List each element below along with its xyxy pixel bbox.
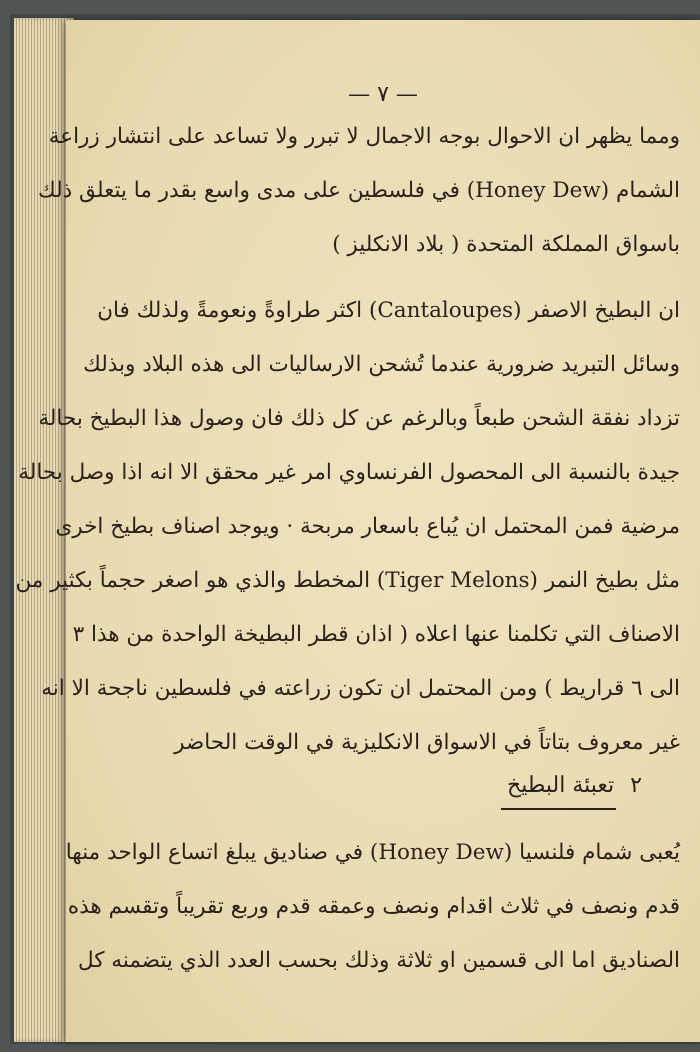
text-line: مرضية فمن المحتمل ان يُباع باسعار مربحة · ويوجد اصناف بطيخ اخرى [55, 514, 680, 539]
text-line: الاصناف التي تكلمنا عنها اعلاه ( اذان قطر البطيخة الواحدة من هذا ٣ [72, 622, 680, 647]
book-page [15, 20, 700, 1042]
section-title: تعبئة البطيخ [501, 766, 616, 810]
text-line: مثل بطيخ النمر (Tiger Melons) المخطط والذي هو اصغر حجماً بكثير من [15, 568, 680, 593]
text-line: قدم ونصف في ثلاث اقدام ونصف وعمقه قدم وربع تقريباً وتقسم هذه [67, 894, 680, 919]
section-number: ٢ [630, 773, 642, 798]
text-line: جيدة بالنسبة الى المحصول الفرنساوي امر غير محقق الا انه اذا وصل بحالة [18, 460, 680, 485]
paragraph-1 [37, 110, 680, 272]
text-line: تزداد نفقة الشحن طبعاً وبالرغم عن كل ذلك فان وصول هذا البطيخ بحالة [38, 406, 680, 431]
paragraph-3 [65, 826, 680, 988]
paragraph-2 [15, 284, 680, 770]
page-number: — ٧ — [348, 82, 418, 107]
section-heading [501, 766, 642, 810]
text-line: يُعبى شمام فلنسيا (Honey Dew) في صناديق يبلغ اتساع الواحد منها [65, 840, 680, 865]
text-line: وسائل التبريد ضرورية عندما تُشحن الارساليات الى هذه البلاد وبذلك [83, 352, 680, 377]
text-line: الى ٦ قراريط ) ومن المحتمل ان تكون زراعته في فلسطين ناجحة الا انه [41, 676, 680, 701]
text-line: ان البطيخ الاصفر (Cantaloupes) اكثر طراوةً ونعومةً ولذلك فان [97, 298, 680, 323]
text-line: غير معروف بتاتاً في الاسواق الانكليزية في الوقت الحاضر [174, 730, 680, 755]
text-line: الشمام (Honey Dew) في فلسطين على مدى واسع بقدر ما يتعلق ذلك [37, 178, 680, 203]
text-line: الصناديق اما الى قسمين او ثلاثة وذلك بحسب العدد الذي يتضمنه كل [77, 948, 680, 973]
text-line: باسواق المملكة المتحدة ( بلاد الانكليز ) [332, 232, 680, 257]
text-line: ومما يظهر ان الاحوال بوجه الاجمال لا تبرر ولا تساعد على انتشار زراعة [48, 124, 680, 149]
